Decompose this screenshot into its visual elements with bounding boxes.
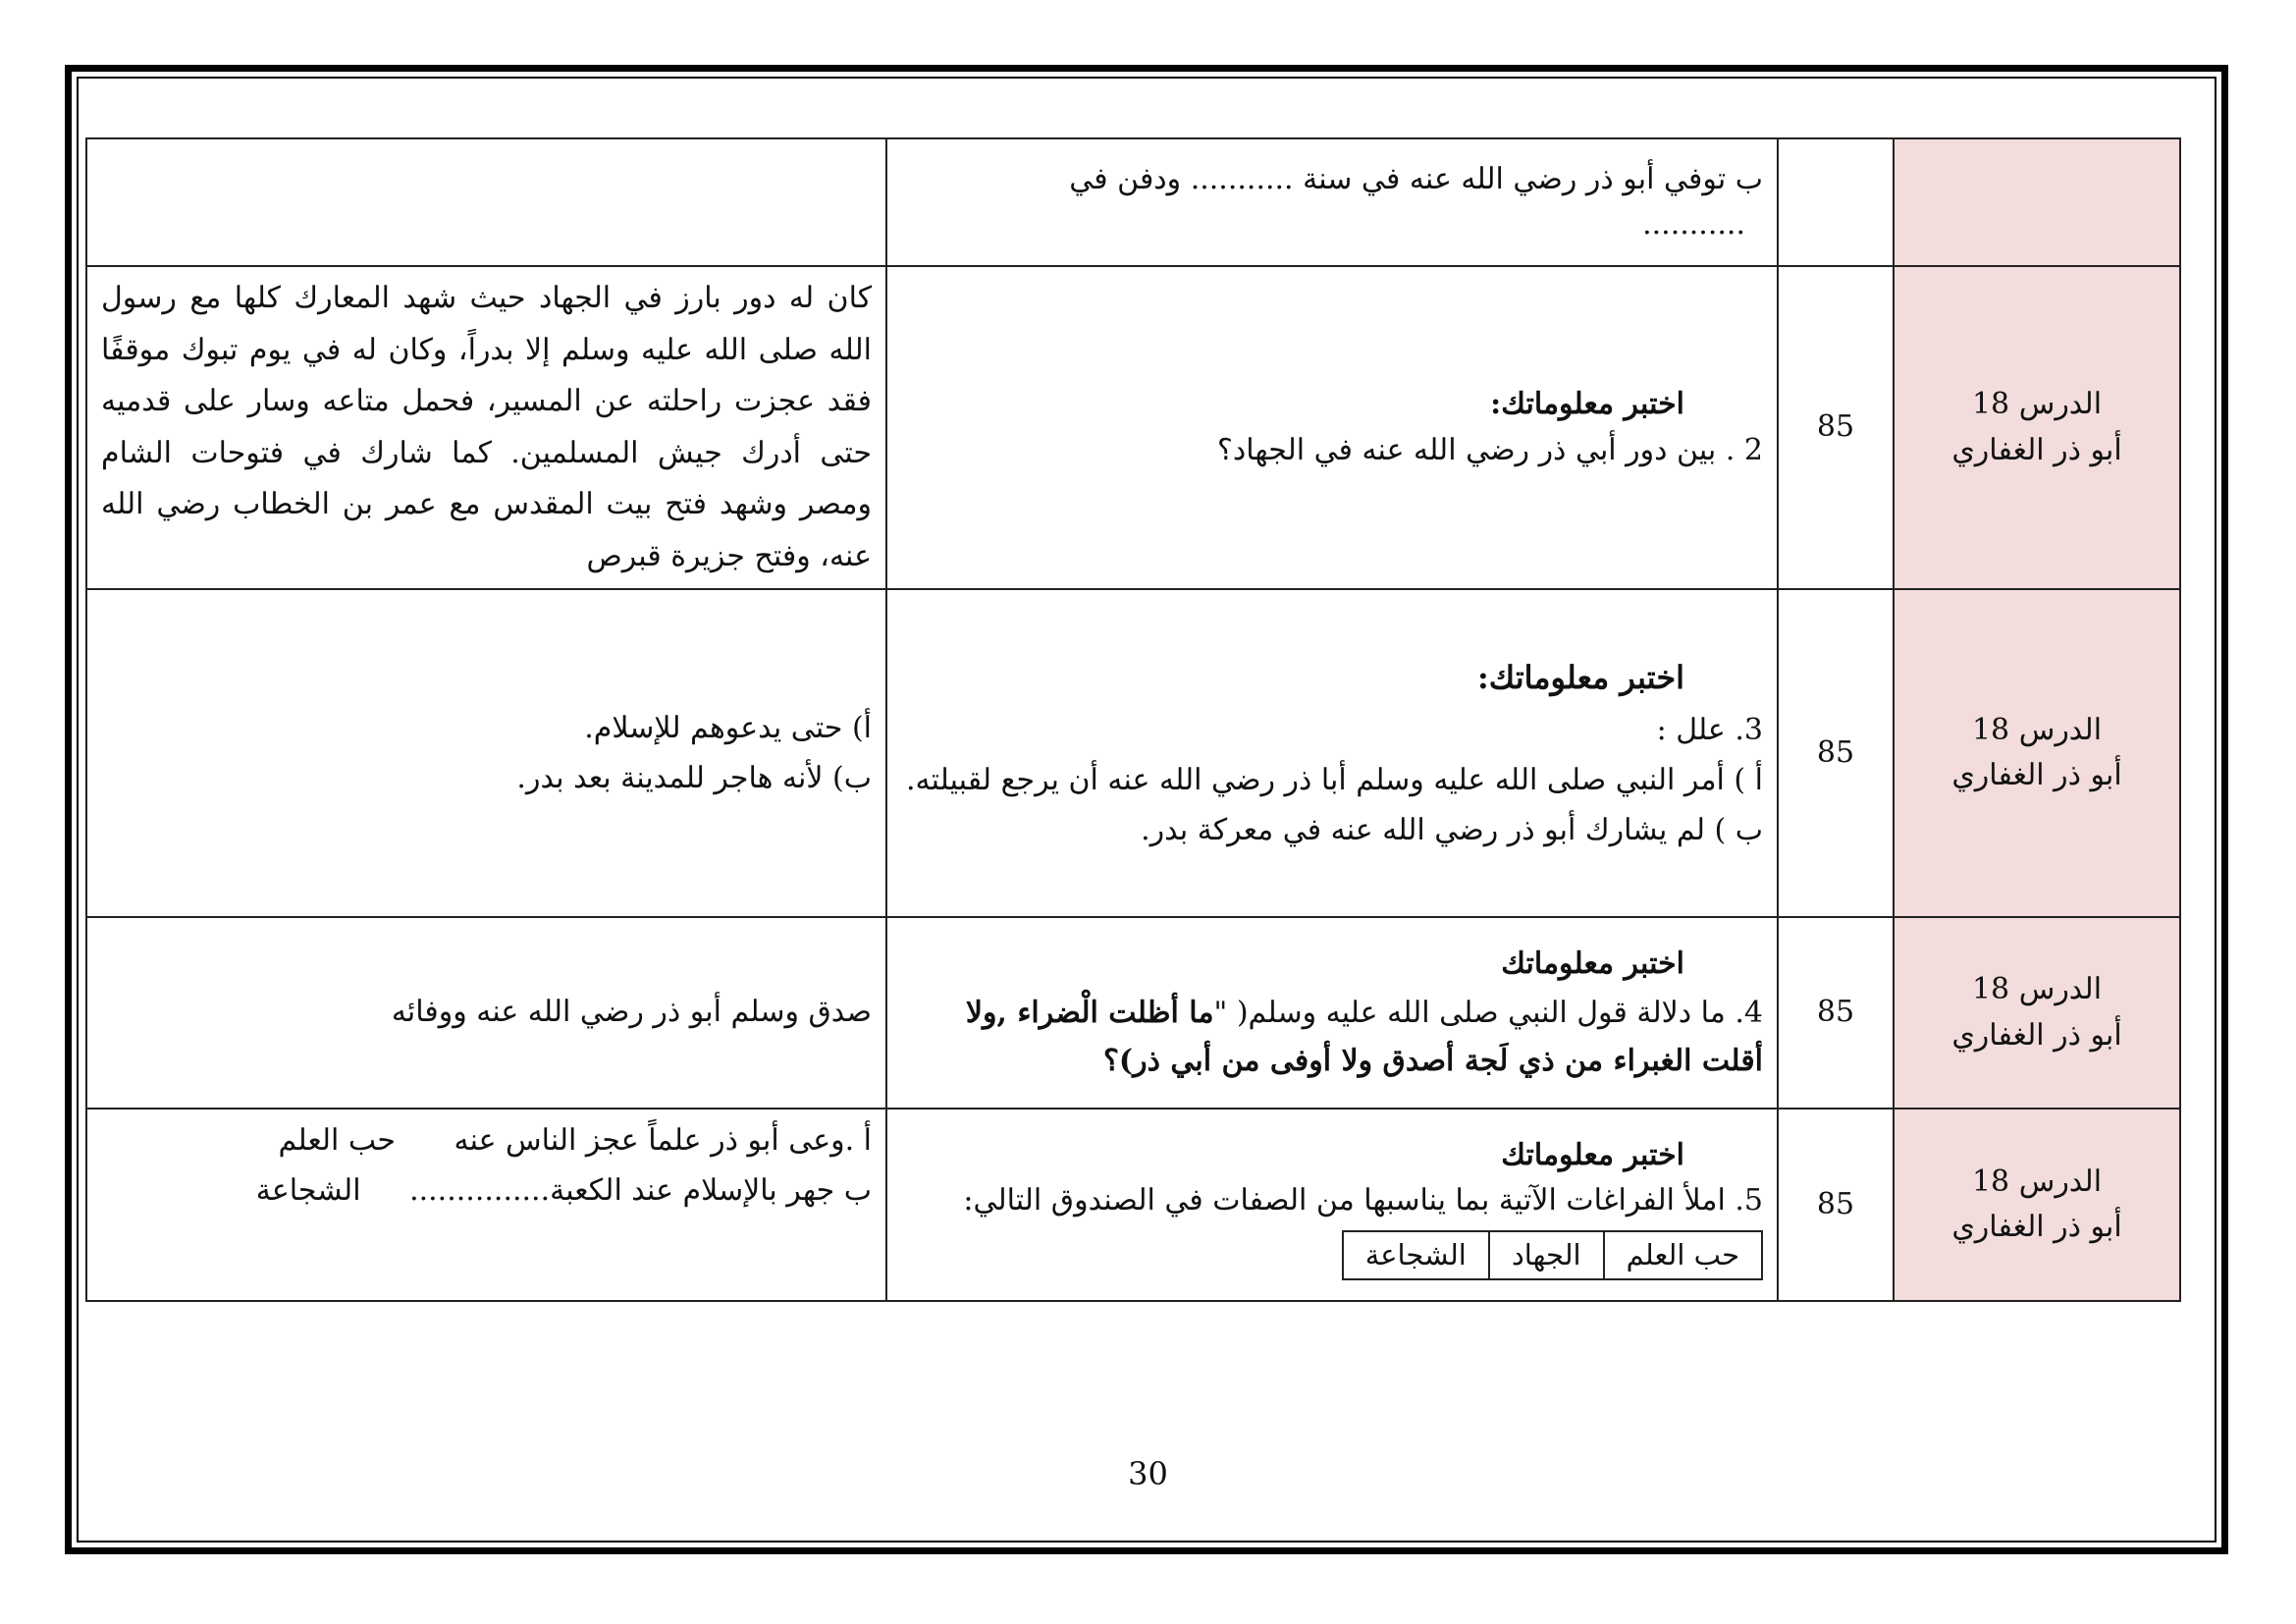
page-cell: 85 bbox=[1778, 266, 1894, 589]
question-cell bbox=[886, 138, 1778, 266]
table-row bbox=[86, 589, 2180, 917]
answer-text: ب) لأنه هاجر للمدينة بعد بدر. bbox=[516, 761, 872, 795]
answer-sentence: أ .وعى أبو ذر علماً عجز الناس عنه bbox=[454, 1123, 872, 1158]
question-prefix: 4. ما دلالة قول النبي صلى الله عليه وسلم( " bbox=[1213, 995, 1763, 1030]
lesson-number: الدرس 18 bbox=[1971, 387, 2103, 421]
lesson-cell bbox=[1894, 917, 2180, 1109]
page-cell bbox=[1778, 138, 1894, 266]
page-cell: 85 bbox=[1778, 589, 1894, 917]
question-text: 5. املأ الفراغات الآتية بما يناسبها من الصفات في الصندوق التالي: bbox=[963, 1183, 1763, 1218]
lesson-title: أبو ذر الغفاري bbox=[1951, 758, 2122, 792]
word-bank-item: حب العلم bbox=[1604, 1231, 1762, 1280]
lesson-cell bbox=[1894, 138, 2180, 266]
table-row bbox=[86, 266, 2180, 589]
answer-fill: حب العلم bbox=[278, 1123, 396, 1158]
lesson-cell bbox=[1894, 266, 2180, 589]
table-row bbox=[86, 138, 2180, 266]
question-text: أ ) أمر النبي صلى الله عليه وسلم أبا ذر رضي الله عنه أن يرجع لقبيلته. bbox=[906, 762, 1763, 797]
word-bank-item: الشجاعة bbox=[1343, 1231, 1489, 1280]
answer-text: صدق وسلم أبو ذر رضي الله عنه ووفائه bbox=[391, 995, 872, 1030]
lesson-cell bbox=[1894, 1109, 2180, 1301]
lesson-number: الدرس 18 bbox=[1971, 1164, 2103, 1199]
lesson-cell bbox=[1894, 589, 2180, 917]
hadith-quote: ما أظلت الْضراء ,ولا أقلت الغبراء من ذي لَجة أصدق ولا أوفى من أبي ذر)؟ bbox=[965, 995, 1763, 1079]
lesson-title: أبو ذر الغفاري bbox=[1951, 1017, 2122, 1053]
question-text: ب ) لم يشارك أبو ذر رضي الله عنه في معركة بدر. bbox=[1141, 812, 1763, 847]
word-bank bbox=[1342, 1230, 1763, 1281]
answer-cell bbox=[86, 1109, 886, 1301]
question-cell bbox=[886, 266, 1778, 589]
answer-text bbox=[101, 1165, 872, 1216]
answers-table bbox=[85, 137, 2181, 1302]
page-cell: 85 bbox=[1778, 1109, 1894, 1301]
answer-cell bbox=[86, 917, 886, 1109]
table-row bbox=[86, 1109, 2180, 1301]
answer-text: كان له دور بارز في الجهاد حيث شهد المعارك كلها مع رسول الله صلى الله عليه وسلم إلا بدراً، وكان له في يوم تبوك موقفًا فقد عجزت راحلته عن المسير، فحمل متاعه وسار على قدميه حتى أدرك جيش المسلمين. كما شارك في فتوحات الشام ومصر وشهد فتح بيت المقدس مع عمر بن الخطاب رضي الله عنه، وفتح جزيرة قبرص bbox=[101, 281, 872, 573]
question-cell bbox=[886, 917, 1778, 1109]
section-heading: اختبر معلوماتك bbox=[1501, 947, 1684, 982]
question-text: 3. علل : bbox=[1656, 712, 1763, 747]
question-text: ب توفي أبو ذر رضي الله عنه في سنة ........... ودفن في bbox=[1069, 161, 1763, 196]
answer-cell bbox=[86, 138, 886, 266]
question-blank: ........... bbox=[1642, 207, 1745, 242]
page-cell: 85 bbox=[1778, 917, 1894, 1109]
question-text: 2 . بين دور أبي ذر رضي الله عنه في الجهاد؟ bbox=[1216, 432, 1763, 467]
answer-text bbox=[101, 1115, 872, 1165]
lesson-title: أبو ذر الغفاري bbox=[1951, 432, 2122, 467]
lesson-number: الدرس 18 bbox=[1971, 712, 2103, 747]
question-cell bbox=[886, 589, 1778, 917]
answer-cell bbox=[86, 266, 886, 589]
word-bank-item: الجهاد bbox=[1489, 1231, 1604, 1280]
answer-sentence: ب جهر بالإسلام عند الكعبة............... bbox=[409, 1173, 872, 1208]
question-cell bbox=[886, 1109, 1778, 1301]
answer-text: أ) حتى يدعوهم للإسلام. bbox=[584, 711, 872, 745]
page-number: 30 bbox=[1128, 1455, 1168, 1492]
answer-fill: الشجاعة bbox=[255, 1173, 361, 1208]
table-row bbox=[86, 917, 2180, 1109]
section-heading: اختبر معلوماتك: bbox=[1490, 387, 1684, 421]
question-text bbox=[901, 989, 1763, 1086]
answer-cell bbox=[86, 589, 886, 917]
section-heading: اختبر معلوماتك: bbox=[1476, 659, 1684, 697]
lesson-number: الدرس 18 bbox=[1971, 972, 2103, 1006]
lesson-title: أبو ذر الغفاري bbox=[1951, 1210, 2122, 1244]
section-heading: اختبر معلوماتك bbox=[1501, 1137, 1684, 1172]
